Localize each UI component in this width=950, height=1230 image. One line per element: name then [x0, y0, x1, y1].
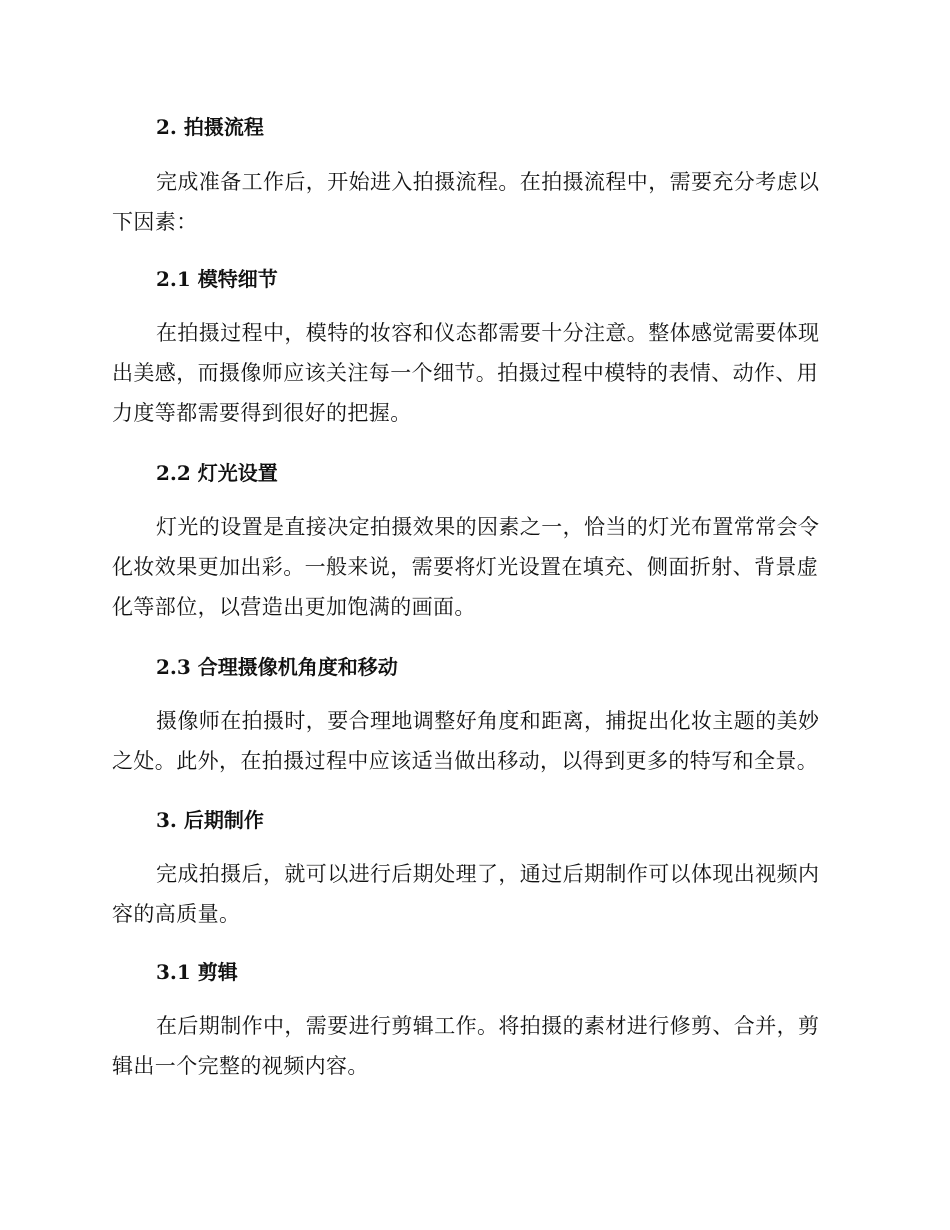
section-heading-2: 2. 拍摄流程 [156, 115, 264, 139]
section-heading-2-2: 2.2 灯光设置 [156, 461, 278, 485]
paragraph-3-1: 在后期制作中，需要进行剪辑工作。将拍摄的素材进行修剪、合并，剪辑出一个完整的视频内容。 [112, 1014, 820, 1078]
section-heading-2-1: 2.1 模特细节 [156, 267, 278, 291]
section-heading-3-1: 3.1 剪辑 [156, 960, 238, 984]
paragraph-2-intro: 完成准备工作后，开始进入拍摄流程。在拍摄流程中，需要充分考虑以下因素： [112, 170, 820, 234]
section-heading-2-3: 2.3 合理摄像机角度和移动 [156, 655, 398, 679]
section-heading-3: 3. 后期制作 [156, 808, 264, 832]
paragraph-2-1: 在拍摄过程中，模特的妆容和仪态都需要十分注意。整体感觉需要体现出美感，而摄像师应该关注每一个细节。拍摄过程中模特的表情、动作、用力度等都需要得到很好的把握。 [112, 321, 820, 425]
paragraph-2-2: 灯光的设置是直接决定拍摄效果的因素之一，恰当的灯光布置常常会令化妆效果更加出彩。一般来说，需要将灯光设置在填充、侧面折射、背景虚化等部位，以营造出更加饱满的画面。 [112, 515, 820, 619]
paragraph-2-3: 摄像师在拍摄时，要合理地调整好角度和距离，捕捉出化妆主题的美妙之处。此外，在拍摄过程中应该适当做出移动，以得到更多的特写和全景。 [112, 709, 820, 773]
paragraph-3-intro: 完成拍摄后，就可以进行后期处理了，通过后期制作可以体现出视频内容的高质量。 [112, 862, 820, 926]
